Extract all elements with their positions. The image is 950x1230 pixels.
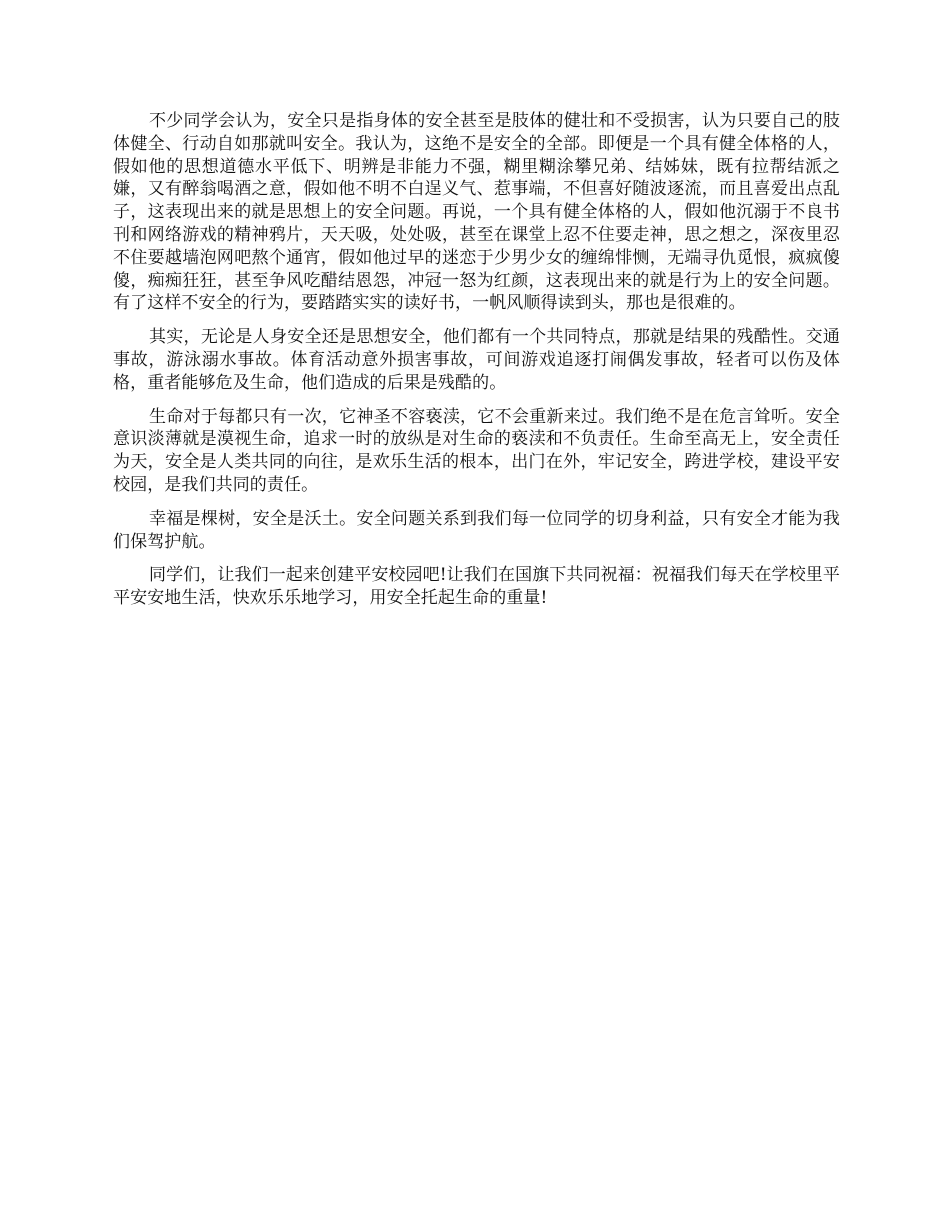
paragraph-5: 同学们，让我们一起来创建平安校园吧!让我们在国旗下共同祝福：祝福我们每天在学校里平平安安地生活，快欢乐乐地学习，用安全托起生命的重量! (113, 565, 840, 609)
paragraph-1: 不少同学会认为，安全只是指身体的安全甚至是肢体的健壮和不受损害，认为只要自己的肢体健全、行动自如那就叫安全。我认为，这绝不是安全的全部。即便是一个具有健全体格的人，假如他的思想道德水平低下、明辨是非能力不强，糊里糊涂攀兄弟、结姊妹，既有拉帮结派之嫌，又有醉翁喝酒之意，假如他不明不白逞义气、惹事端，不但喜好随波逐流，而且喜爱出点乱子，这表现出来的就是思想上的安全问题。再说，一个具有健全体格的人，假如他沉溺于不良书刊和网络游戏的精神鸦片，天天吸，处处吸，甚至在课堂上忍不住要走神，思之想之，深夜里忍不住要越墙泡网吧熬个通宵，假如他过早的迷恋于少男少女的缠绵悱恻，无端寻仇觅恨，疯疯傻傻，痴痴狂狂，甚至争风吃醋结恩怨，冲冠一怒为红颜，这表现出来的就是行为上的安全问题。有了这样不安全的行为，要踏踏实实的读好书，一帆风顺得读到头，那也是很难的。 (113, 111, 840, 314)
paragraph-4: 幸福是棵树，安全是沃土。安全问题关系到我们每一位同学的切身利益，只有安全才能为我们保驾护航。 (113, 508, 840, 552)
paragraph-3: 生命对于每都只有一次，它神圣不容亵渎，它不会重新来过。我们绝不是在危言耸听。安全意识淡薄就是漠视生命，追求一时的放纵是对生命的亵渎和不负责任。生命至高无上，安全责任为天，安全是人类共同的向往，是欢乐生活的根本，出门在外，牢记安全，跨进学校，建设平安校园，是我们共同的责任。 (113, 406, 840, 495)
paragraph-2: 其实，无论是人身安全还是思想安全，他们都有一个共同特点，那就是结果的残酷性。交通事故，游泳溺水事故。体育活动意外损害事故，可间游戏追逐打闹偶发事故，轻者可以伤及体格，重者能够危及生命，他们造成的后果是残酷的。 (113, 327, 840, 393)
document-body (113, 110, 840, 621)
